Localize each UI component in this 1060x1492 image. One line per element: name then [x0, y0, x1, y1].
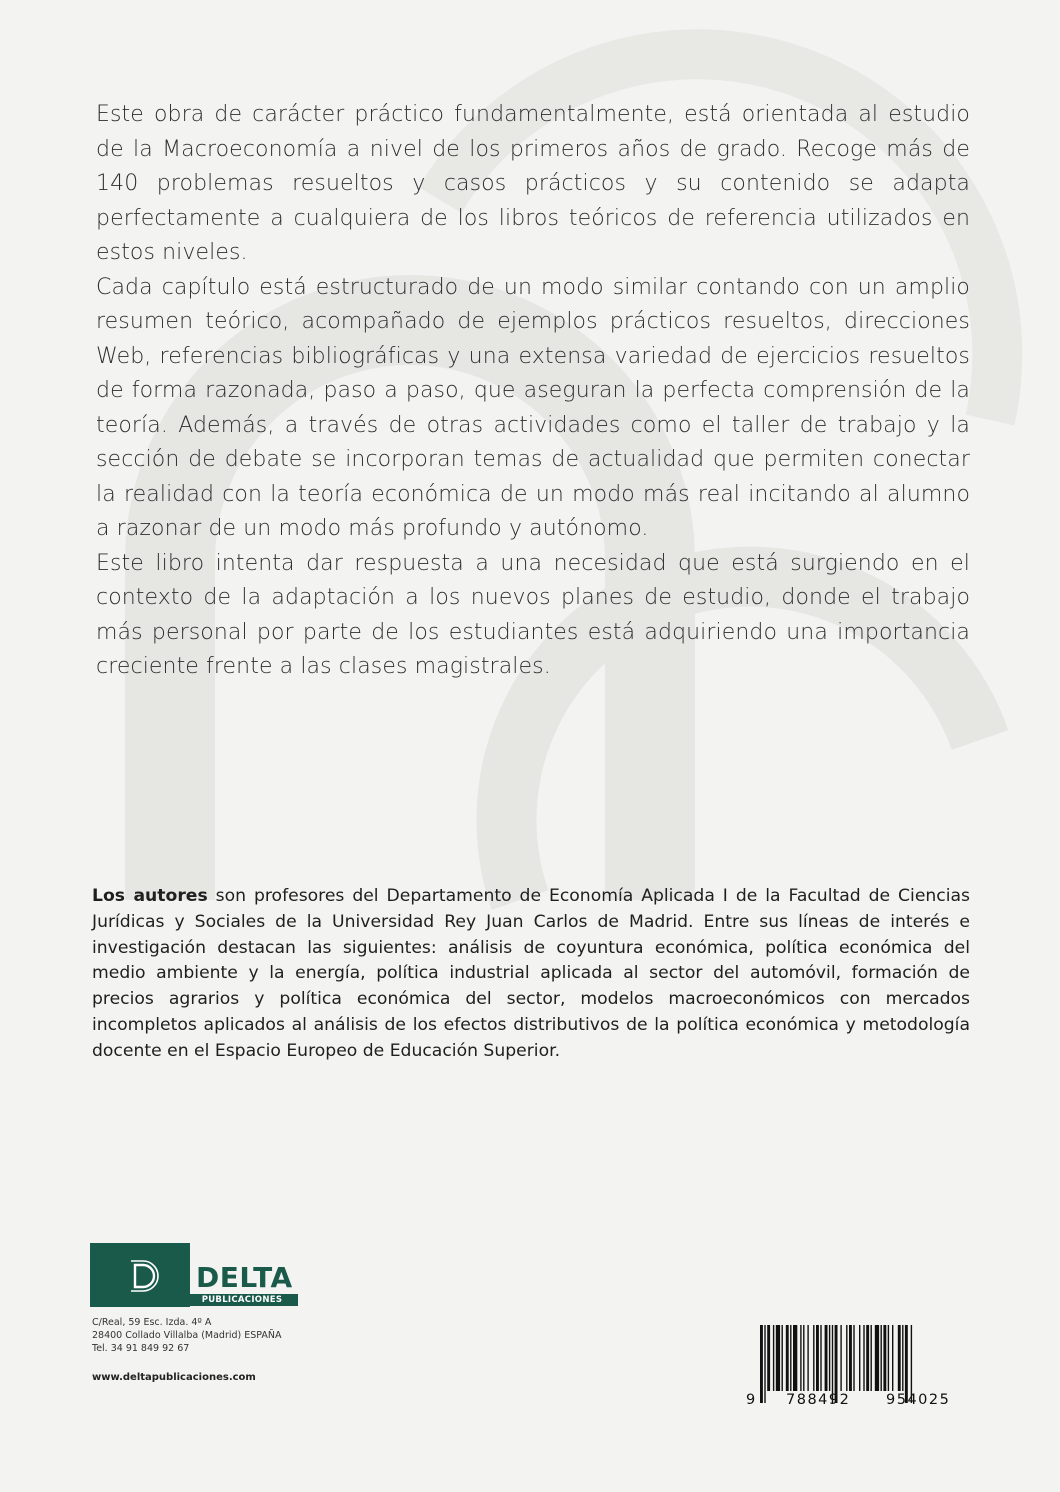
address-line: 28400 Collado Villalba (Madrid) ESPAÑA — [92, 1330, 282, 1341]
barcode-bar — [825, 1325, 828, 1391]
barcode-bar — [767, 1325, 770, 1391]
barcode-bar — [840, 1325, 841, 1391]
barcode-bar — [803, 1325, 804, 1391]
barcode-bar — [898, 1325, 901, 1391]
barcode-bar — [888, 1325, 889, 1391]
authors-bio — [92, 884, 970, 1065]
publisher-address — [92, 1316, 282, 1355]
authors-text: son profesores del Departamento de Economía Aplicada I de la Facultad de Ciencias Jurídicas y Sociales de la Universidad Rey Juan Carlos de Madrid. Entre sus líneas de interés e investigación destacan las siguientes: análisis de coyuntura económica, política económica del medio ambiente y la energía, política industrial aplicada al sector del automóvil, formación de precios agrarios y política económica del sector, modelos macroeconómicos con mercados incompletos aplicados al análisis de los efectos distributivos de la política económica y metodología docente en el Espacio Europeo de Educación Superior. — [92, 886, 970, 1061]
barcode-bar — [793, 1325, 797, 1391]
publisher-subtitle: PUBLICACIONES — [186, 1294, 298, 1306]
barcode-bar — [820, 1325, 821, 1391]
publisher-name: DELTA — [196, 1261, 293, 1294]
isbn-digits — [742, 1392, 964, 1412]
barcode-bar — [786, 1325, 789, 1391]
isbn-right-group: 954025 — [886, 1392, 951, 1408]
isbn-first-digit: 9 — [746, 1392, 756, 1408]
barcode-bar — [871, 1325, 872, 1391]
address-line: C/Real, 59 Esc. Izda. 4º A — [92, 1317, 212, 1328]
barcode-bar — [866, 1325, 869, 1391]
description-paragraph: Este libro intenta dar respuesta a una necesidad que está surgiendo en el contexto de la adaptación a los nuevos planes de estudio, donde el trabajo más personal por parte de los estudiantes está adquiriendo una importancia creciente frente a las clases magistrales. — [96, 550, 970, 679]
description-paragraph: Cada capítulo está estructurado de un modo similar contando con un amplio resumen teórico, acompañado de ejemplos prácticos resueltos, direcciones Web, referencias bibliográficas y una extensa variedad de ejercicios resueltos de forma razonada, paso a paso, que aseguran la perfecta comprensión de la teoría. Además, a través de otras actividades como el taller de trabajo y la sección de debate se incorporan temas de actualidad que permiten conectar la realidad con la teoría económica de un modo más real incitando al alumno a razonar de un modo más profundo y autónomo. — [96, 274, 970, 541]
barcode-bar — [790, 1325, 791, 1391]
barcode-bar — [776, 1325, 780, 1391]
publisher-d-icon — [90, 1243, 190, 1307]
barcode-bar — [859, 1325, 860, 1391]
barcode-bar — [883, 1325, 886, 1391]
barcode-bar — [881, 1325, 882, 1391]
book-description — [96, 98, 970, 685]
barcode-bar — [800, 1325, 801, 1391]
barcode-bar — [875, 1325, 879, 1391]
barcode-bar — [813, 1325, 814, 1391]
barcode-bar — [849, 1325, 852, 1391]
barcode-bar — [773, 1325, 774, 1391]
barcode-bar — [829, 1325, 830, 1391]
publisher-logo — [90, 1243, 300, 1307]
barcode-bar — [807, 1325, 808, 1391]
barcode-bar — [846, 1325, 847, 1391]
barcode-bar — [892, 1325, 893, 1391]
publisher-website: www.deltapublicaciones.com — [92, 1372, 256, 1383]
barcode-bar — [853, 1325, 854, 1391]
isbn-left-group: 788492 — [786, 1392, 851, 1408]
barcode-bar — [902, 1325, 903, 1391]
barcode-bar — [863, 1325, 864, 1391]
barcode-bar — [782, 1325, 783, 1391]
authors-lead: Los autores — [92, 886, 208, 906]
description-paragraph: Este obra de carácter práctico fundamentalmente, está orientada al estudio de la Macroeconomía a nivel de los primeros años de grado. Recoge más de 140 problemas resueltos y casos prácticos y su contenido se adapta perfectamente a cualquiera de los libros teóricos de referencia utilizados en estos niveles. — [96, 102, 970, 265]
barcode-bar — [816, 1325, 819, 1391]
address-line: Tel. 34 91 849 92 67 — [92, 1343, 190, 1354]
